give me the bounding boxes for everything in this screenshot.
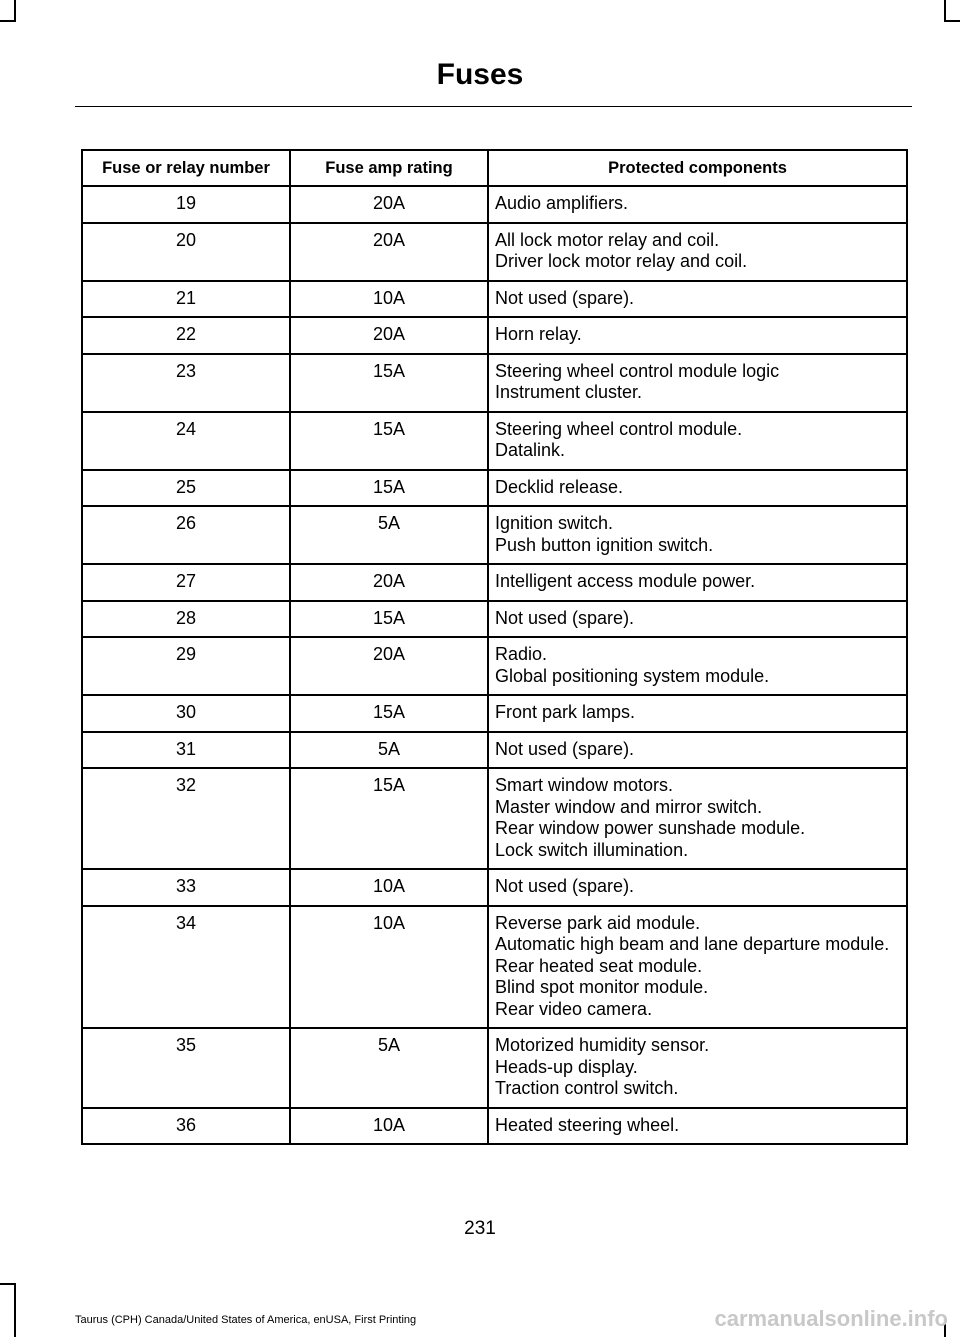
fuse-amp-cell: 20A (290, 637, 488, 695)
component-item: Steering wheel control module. (495, 418, 743, 439)
table-header-row (82, 150, 907, 186)
component-item: Rear video camera. (495, 998, 653, 1019)
component-item: All lock motor relay and coil. (495, 229, 720, 250)
table-row (82, 506, 907, 564)
fuse-number-cell: 28 (82, 601, 290, 638)
component-item: Audio amplifiers. (495, 193, 629, 213)
protected-components-cell (488, 732, 907, 769)
component-item: Driver lock motor relay and coil. (495, 251, 748, 271)
column-header-fuse-number: Fuse or relay number (82, 150, 290, 186)
fuse-amp-cell: 15A (290, 601, 488, 638)
title-divider (75, 106, 912, 107)
table-row (82, 1108, 907, 1145)
fuse-amp-cell: 10A (290, 869, 488, 906)
component-item: Datalink. (495, 440, 566, 460)
fuse-number-cell: 27 (82, 564, 290, 601)
table-row (82, 470, 907, 507)
edition-footer: Taurus (CPH) Canada/United States of America, enUSA, First Printing (75, 1314, 417, 1326)
component-item: Global positioning system module. (495, 665, 770, 686)
fuse-table (81, 149, 908, 1145)
protected-components-cell (488, 601, 907, 638)
component-item: Radio. (495, 644, 548, 664)
fuse-table-body (82, 186, 907, 1144)
protected-components-cell (488, 869, 907, 906)
crop-mark (0, 20, 16, 22)
component-item: Master window and mirror switch. (495, 796, 763, 817)
table-row (82, 186, 907, 223)
protected-components-cell (488, 281, 907, 318)
protected-components-cell (488, 1108, 907, 1145)
fuse-amp-cell: 20A (290, 317, 488, 354)
column-header-protected-components: Protected components (488, 150, 907, 186)
fuse-number-cell: 34 (82, 906, 290, 1029)
protected-components-cell (488, 695, 907, 732)
fuse-amp-cell: 5A (290, 1028, 488, 1108)
fuse-number-cell: 30 (82, 695, 290, 732)
component-item: Rear heated seat module. (495, 955, 703, 976)
component-item: Blind spot monitor module. (495, 977, 709, 997)
table-row (82, 1028, 907, 1108)
component-item: Lock switch illumination. (495, 839, 689, 860)
component-item: Motorized humidity sensor. (495, 1035, 710, 1055)
component-item: Not used (spare). (495, 287, 635, 308)
fuse-number-cell: 26 (82, 506, 290, 564)
watermark-logo: carmanualsonline.info (714, 1306, 948, 1331)
table-row (82, 732, 907, 769)
table-row (82, 869, 907, 906)
fuse-amp-cell: 10A (290, 1108, 488, 1145)
fuse-number-cell: 24 (82, 412, 290, 470)
component-item: Steering wheel control module logic (495, 360, 780, 381)
fuse-number-cell: 21 (82, 281, 290, 318)
fuse-amp-cell: 20A (290, 186, 488, 223)
crop-mark (944, 0, 946, 20)
fuse-amp-cell: 10A (290, 906, 488, 1029)
protected-components-cell (488, 186, 907, 223)
protected-components-cell (488, 317, 907, 354)
fuse-number-cell: 25 (82, 470, 290, 507)
component-item: Automatic high beam and lane departure module. (495, 934, 890, 954)
fuse-amp-cell: 15A (290, 412, 488, 470)
fuse-number-cell: 36 (82, 1108, 290, 1145)
fuse-number-cell: 35 (82, 1028, 290, 1108)
table-row (82, 317, 907, 354)
component-item: Front park lamps. (495, 702, 636, 722)
table-row (82, 695, 907, 732)
table-row (82, 564, 907, 601)
component-item: Not used (spare). (495, 607, 635, 628)
fuse-number-cell: 20 (82, 223, 290, 281)
fuse-amp-cell: 15A (290, 470, 488, 507)
table-row (82, 768, 907, 869)
component-item: Push button ignition switch. (495, 534, 714, 555)
component-item: Reverse park aid module. (495, 912, 701, 933)
component-item: Heads-up display. (495, 1056, 638, 1077)
component-item: Ignition switch. (495, 513, 614, 533)
table-row (82, 281, 907, 318)
component-item: Smart window motors. (495, 775, 674, 795)
protected-components-cell (488, 223, 907, 281)
protected-components-cell (488, 637, 907, 695)
fuse-number-cell: 31 (82, 732, 290, 769)
table-row (82, 637, 907, 695)
page-number: 231 (464, 1218, 496, 1239)
component-item: Rear window power sunshade module. (495, 818, 806, 838)
fuse-amp-cell: 5A (290, 506, 488, 564)
fuse-number-cell: 19 (82, 186, 290, 223)
protected-components-cell (488, 1028, 907, 1108)
fuse-amp-cell: 15A (290, 768, 488, 869)
protected-components-cell (488, 768, 907, 869)
fuse-amp-cell: 20A (290, 223, 488, 281)
crop-mark (944, 20, 960, 22)
table-row (82, 354, 907, 412)
component-item: Not used (spare). (495, 738, 635, 759)
component-item: Heated steering wheel. (495, 1114, 680, 1135)
fuse-amp-cell: 15A (290, 695, 488, 732)
table-row (82, 601, 907, 638)
fuse-number-cell: 22 (82, 317, 290, 354)
fuse-number-cell: 23 (82, 354, 290, 412)
fuse-amp-cell: 5A (290, 732, 488, 769)
protected-components-cell (488, 906, 907, 1029)
component-item: Not used (spare). (495, 876, 635, 896)
table-row (82, 906, 907, 1029)
protected-components-cell (488, 564, 907, 601)
fuse-number-cell: 33 (82, 869, 290, 906)
table-row (82, 223, 907, 281)
component-item: Intelligent access module power. (495, 571, 756, 591)
protected-components-cell (488, 412, 907, 470)
fuse-amp-cell: 10A (290, 281, 488, 318)
page-title: Fuses (436, 58, 524, 91)
protected-components-cell (488, 506, 907, 564)
protected-components-cell (488, 354, 907, 412)
crop-mark (14, 1283, 16, 1337)
crop-mark (0, 1283, 16, 1285)
fuse-number-cell: 29 (82, 637, 290, 695)
column-header-amp-rating: Fuse amp rating (290, 150, 488, 186)
fuse-number-cell: 32 (82, 768, 290, 869)
protected-components-cell (488, 470, 907, 507)
fuse-amp-cell: 20A (290, 564, 488, 601)
table-row (82, 412, 907, 470)
fuse-amp-cell: 15A (290, 354, 488, 412)
crop-mark (14, 0, 16, 20)
component-item: Decklid release. (495, 476, 624, 497)
component-item: Instrument cluster. (495, 382, 643, 402)
component-item: Horn relay. (495, 324, 582, 344)
component-item: Traction control switch. (495, 1078, 679, 1098)
